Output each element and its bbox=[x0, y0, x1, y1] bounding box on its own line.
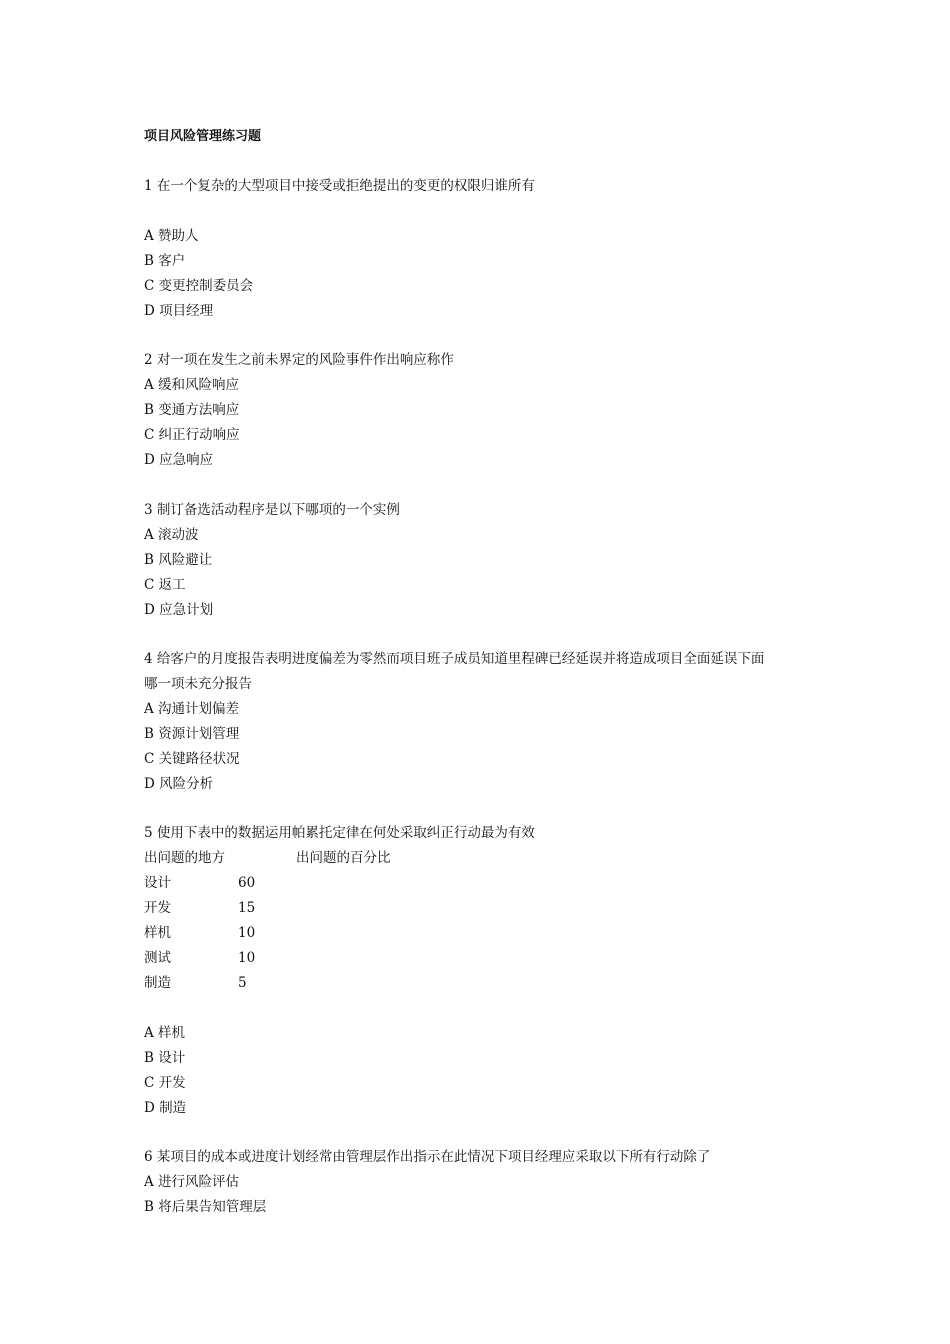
question-1-option-c: C 变更控制委员会 bbox=[144, 278, 254, 294]
question-3-option-c: C 返工 bbox=[144, 577, 186, 593]
question-2-option-c: C 纠正行动响应 bbox=[144, 427, 240, 443]
table-cell-percent: 10 bbox=[238, 950, 256, 966]
table-cell-area: 样机 bbox=[144, 925, 171, 941]
question-5-option-c: C 开发 bbox=[144, 1075, 186, 1091]
question-6-option-a: A 进行风险评估 bbox=[144, 1174, 240, 1190]
pareto-table-header bbox=[144, 849, 544, 867]
question-1-option-a: A 赞助人 bbox=[144, 228, 199, 244]
question-3-stem: 3 制订备选活动程序是以下哪项的一个实例 bbox=[144, 502, 400, 518]
question-6-stem: 6 某项目的成本或进度计划经常由管理层作出指示在此情况下项目经理应采取以下所有行动除了 bbox=[144, 1149, 711, 1165]
table-row bbox=[144, 949, 444, 967]
table-header-area: 出问题的地方 bbox=[144, 850, 225, 866]
question-3-option-b: B 风险避让 bbox=[144, 552, 213, 568]
question-4-stem-line-1: 4 给客户的月度报告表明进度偏差为零然而项目班子成员知道里程碑已经延误并将造成项目全面延误下面 bbox=[144, 651, 765, 667]
question-4-option-a: A 沟通计划偏差 bbox=[144, 701, 240, 717]
question-2-option-a: A 缓和风险响应 bbox=[144, 377, 240, 393]
table-cell-percent: 10 bbox=[238, 925, 256, 941]
question-3-option-a: A 滚动波 bbox=[144, 527, 199, 543]
question-5-option-a: A 样机 bbox=[144, 1025, 186, 1041]
question-3-option-d: D 应急计划 bbox=[144, 602, 214, 618]
question-1-option-d: D 项目经理 bbox=[144, 303, 214, 319]
question-4-option-d: D 风险分析 bbox=[144, 776, 214, 792]
table-cell-area: 开发 bbox=[144, 900, 171, 916]
table-cell-percent: 5 bbox=[238, 975, 247, 991]
table-cell-area: 设计 bbox=[144, 875, 171, 891]
question-4-stem-line-2: 哪一项未充分报告 bbox=[144, 676, 252, 692]
page-title: 项目风险管理练习题 bbox=[144, 129, 262, 144]
question-4-option-c: C 关键路径状况 bbox=[144, 751, 240, 767]
table-row bbox=[144, 874, 444, 892]
question-2-option-b: B 变通方法响应 bbox=[144, 402, 240, 418]
table-cell-area: 测试 bbox=[144, 950, 171, 966]
question-1-stem: 1 在一个复杂的大型项目中接受或拒绝提出的变更的权限归谁所有 bbox=[144, 178, 535, 194]
table-cell-percent: 60 bbox=[238, 875, 256, 891]
table-cell-percent: 15 bbox=[238, 900, 256, 916]
question-5-option-d: D 制造 bbox=[144, 1100, 187, 1116]
question-6-option-b: B 将后果告知管理层 bbox=[144, 1199, 267, 1215]
question-5-stem: 5 使用下表中的数据运用帕累托定律在何处采取纠正行动最为有效 bbox=[144, 825, 535, 841]
table-header-percent: 出问题的百分比 bbox=[296, 850, 391, 866]
question-2-option-d: D 应急响应 bbox=[144, 452, 214, 468]
table-row bbox=[144, 974, 444, 992]
table-cell-area: 制造 bbox=[144, 975, 171, 991]
question-4-option-b: B 资源计划管理 bbox=[144, 726, 240, 742]
question-1-option-b: B 客户 bbox=[144, 253, 186, 269]
question-2-stem: 2 对一项在发生之前未界定的风险事件作出响应称作 bbox=[144, 352, 454, 368]
question-5-option-b: B 设计 bbox=[144, 1050, 186, 1066]
table-row bbox=[144, 924, 444, 942]
table-row bbox=[144, 899, 444, 917]
